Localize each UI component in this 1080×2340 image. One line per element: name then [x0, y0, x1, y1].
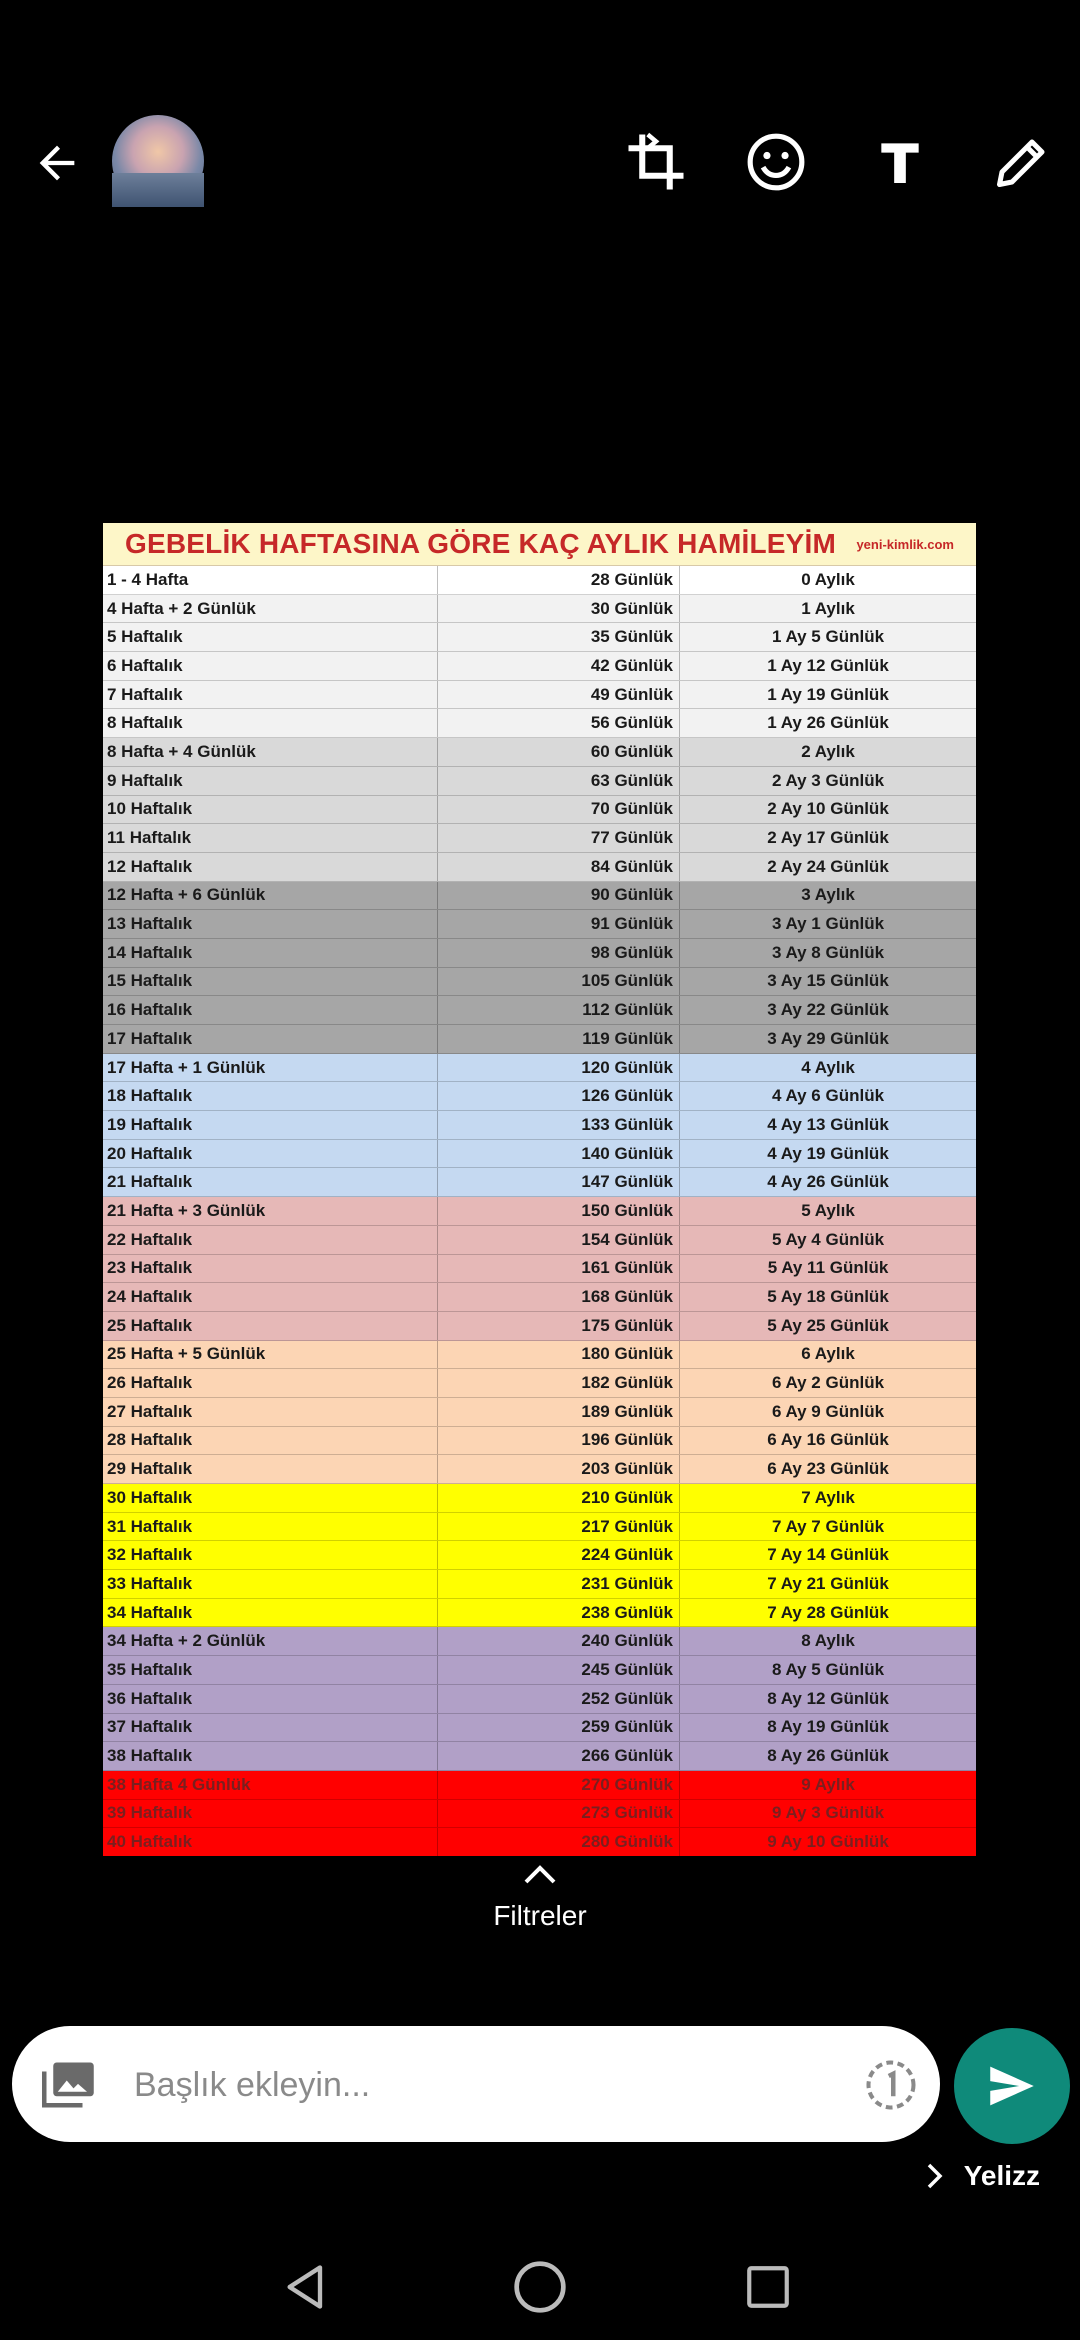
months-cell: 9 Ay 3 Günlük — [771, 1803, 885, 1823]
table-row — [103, 1197, 976, 1226]
days-cell: 168 Günlük — [438, 1283, 680, 1311]
table-row — [103, 824, 976, 853]
days-cell: 210 Günlük — [438, 1484, 680, 1512]
week-cell: 32 Haftalık — [103, 1541, 438, 1569]
week-cell: 8 Haftalık — [103, 709, 438, 737]
days-cell: 224 Günlük — [438, 1541, 680, 1569]
pen-icon[interactable] — [986, 126, 1058, 198]
back-arrow-icon[interactable] — [22, 128, 92, 198]
months-cell: 7 Ay 7 Günlük — [771, 1516, 885, 1536]
table-row — [103, 853, 976, 882]
days-cell: 77 Günlük — [438, 824, 680, 852]
week-cell: 17 Haftalık — [103, 1025, 438, 1053]
table-row — [103, 1685, 976, 1714]
week-cell: 36 Haftalık — [103, 1685, 438, 1713]
table-title-bar — [103, 523, 976, 566]
table-source: yeni-kimlik.com — [856, 537, 954, 552]
week-cell: 16 Haftalık — [103, 996, 438, 1024]
table-row — [103, 1627, 976, 1656]
months-cell: 4 Ay 26 Günlük — [767, 1172, 889, 1192]
week-cell: 14 Haftalık — [103, 939, 438, 967]
table-row — [103, 738, 976, 767]
table-row — [103, 910, 976, 939]
days-cell: 240 Günlük — [438, 1627, 680, 1655]
months-cell: 1 Ay 26 Günlük — [767, 713, 889, 733]
table-row — [103, 1226, 976, 1255]
week-cell: 1 - 4 Hafta — [103, 566, 438, 594]
days-cell: 189 Günlük — [438, 1398, 680, 1426]
table-title: GEBELİK HAFTASINA GÖRE KAÇ AYLIK HAMİLEYİM — [125, 528, 837, 559]
months-cell: 5 Ay 11 Günlük — [767, 1258, 889, 1278]
table-row — [103, 1168, 976, 1197]
days-cell: 270 Günlük — [438, 1771, 680, 1799]
days-cell: 259 Günlük — [438, 1714, 680, 1742]
editor-toolbar — [0, 0, 1080, 330]
months-cell: 6 Aylık — [801, 1344, 855, 1364]
week-cell: 40 Haftalık — [103, 1828, 438, 1856]
home-circle-icon[interactable] — [505, 2252, 575, 2322]
months-cell: 4 Aylık — [801, 1057, 855, 1077]
months-cell: 9 Aylık — [801, 1774, 855, 1794]
week-cell: 29 Haftalık — [103, 1455, 438, 1483]
table-row — [103, 1082, 976, 1111]
months-cell: 4 Ay 19 Günlük — [767, 1143, 889, 1163]
table-row — [103, 1111, 976, 1140]
week-cell: 39 Haftalık — [103, 1800, 438, 1828]
table-row — [103, 1570, 976, 1599]
week-cell: 27 Haftalık — [103, 1398, 438, 1426]
months-cell: 1 Ay 5 Günlük — [771, 627, 885, 647]
week-cell: 20 Haftalık — [103, 1140, 438, 1168]
months-cell: 6 Ay 2 Günlük — [771, 1373, 885, 1393]
days-cell: 161 Günlük — [438, 1255, 680, 1283]
week-cell: 28 Haftalık — [103, 1427, 438, 1455]
days-cell: 35 Günlük — [438, 623, 680, 651]
months-cell: 5 Ay 18 Günlük — [767, 1287, 889, 1307]
months-cell: 6 Ay 16 Günlük — [767, 1430, 889, 1450]
table-row — [103, 1369, 976, 1398]
week-cell: 9 Haftalık — [103, 767, 438, 795]
week-cell: 31 Haftalık — [103, 1513, 438, 1541]
week-cell: 24 Haftalık — [103, 1283, 438, 1311]
send-icon — [983, 2057, 1041, 2115]
months-cell: 3 Ay 15 Günlük — [767, 971, 889, 991]
week-cell: 10 Haftalık — [103, 796, 438, 824]
months-cell: 3 Aylık — [801, 885, 855, 905]
table-row — [103, 1800, 976, 1829]
table-row — [103, 1541, 976, 1570]
months-cell: 1 Ay 19 Günlük — [767, 684, 889, 704]
months-cell: 2 Ay 10 Günlük — [767, 799, 889, 819]
week-cell: 5 Haftalık — [103, 623, 438, 651]
days-cell: 28 Günlük — [438, 566, 680, 594]
week-cell: 4 Hafta + 2 Günlük — [103, 595, 438, 623]
system-navbar — [0, 2236, 1080, 2340]
table-rows — [103, 566, 976, 1856]
days-cell: 126 Günlük — [438, 1082, 680, 1110]
months-cell: 1 Ay 12 Günlük — [767, 655, 889, 675]
week-cell: 38 Hafta 4 Günlük — [103, 1771, 438, 1799]
days-cell: 70 Günlük — [438, 796, 680, 824]
months-cell: 2 Ay 24 Günlük — [767, 856, 889, 876]
months-cell: 5 Ay 4 Günlük — [771, 1229, 885, 1249]
table-row — [103, 681, 976, 710]
months-cell: 7 Ay 28 Günlük — [767, 1602, 889, 1622]
caption-input[interactable] — [132, 2054, 836, 2116]
table-row — [103, 1427, 976, 1456]
week-cell: 7 Haftalık — [103, 681, 438, 709]
week-cell: 26 Haftalık — [103, 1369, 438, 1397]
days-cell: 120 Günlük — [438, 1054, 680, 1082]
table-row — [103, 1140, 976, 1169]
days-cell: 175 Günlük — [438, 1312, 680, 1340]
table-row — [103, 939, 976, 968]
week-cell: 37 Haftalık — [103, 1714, 438, 1742]
chevron-up-icon — [520, 1860, 560, 1888]
week-cell: 38 Haftalık — [103, 1742, 438, 1770]
months-cell: 1 Aylık — [801, 598, 855, 618]
days-cell: 273 Günlük — [438, 1800, 680, 1828]
week-cell: 13 Haftalık — [103, 910, 438, 938]
table-row — [103, 652, 976, 681]
table-row — [103, 968, 976, 997]
week-cell: 19 Haftalık — [103, 1111, 438, 1139]
months-cell: 0 Aylık — [801, 569, 855, 589]
days-cell: 280 Günlük — [438, 1828, 680, 1856]
send-button[interactable] — [954, 2028, 1070, 2144]
months-cell: 8 Ay 5 Günlük — [771, 1659, 885, 1679]
table-row — [103, 1341, 976, 1370]
table-row — [103, 996, 976, 1025]
week-cell: 33 Haftalık — [103, 1570, 438, 1598]
table-row — [103, 1398, 976, 1427]
week-cell: 35 Haftalık — [103, 1656, 438, 1684]
days-cell: 63 Günlük — [438, 767, 680, 795]
days-cell: 90 Günlük — [438, 882, 680, 910]
week-cell: 12 Hafta + 6 Günlük — [103, 882, 438, 910]
emoji-icon[interactable] — [740, 126, 812, 198]
months-cell: 3 Ay 8 Günlük — [771, 942, 885, 962]
table-row — [103, 595, 976, 624]
days-cell: 56 Günlük — [438, 709, 680, 737]
table-row — [103, 1455, 976, 1484]
days-cell: 105 Günlük — [438, 968, 680, 996]
week-cell: 17 Hafta + 1 Günlük — [103, 1054, 438, 1082]
week-cell: 30 Haftalık — [103, 1484, 438, 1512]
gallery-icon[interactable] — [42, 2060, 96, 2110]
table-row — [103, 1312, 976, 1341]
days-cell: 30 Günlük — [438, 595, 680, 623]
days-cell: 154 Günlük — [438, 1226, 680, 1254]
view-once-icon[interactable] — [864, 2058, 918, 2112]
table-row — [103, 1771, 976, 1800]
week-cell: 15 Haftalık — [103, 968, 438, 996]
week-cell: 11 Haftalık — [103, 824, 438, 852]
caption-bar — [12, 2026, 940, 2142]
months-cell: 8 Ay 26 Günlük — [767, 1746, 889, 1766]
recents-square-icon[interactable] — [733, 2252, 803, 2322]
table-row — [103, 1599, 976, 1628]
table-row — [103, 1255, 976, 1284]
days-cell: 196 Günlük — [438, 1427, 680, 1455]
months-cell: 9 Ay 10 Günlük — [767, 1832, 889, 1852]
months-cell: 7 Ay 14 Günlük — [767, 1545, 889, 1565]
days-cell: 203 Günlük — [438, 1455, 680, 1483]
table-row — [103, 1025, 976, 1054]
week-cell: 21 Hafta + 3 Günlük — [103, 1197, 438, 1225]
filters-label: Filtreler — [493, 1900, 587, 1931]
months-cell: 3 Ay 1 Günlük — [771, 914, 885, 934]
days-cell: 217 Günlük — [438, 1513, 680, 1541]
week-cell: 8 Hafta + 4 Günlük — [103, 738, 438, 766]
days-cell: 252 Günlük — [438, 1685, 680, 1713]
table-row — [103, 1283, 976, 1312]
week-cell: 22 Haftalık — [103, 1226, 438, 1254]
months-cell: 5 Ay 25 Günlük — [767, 1315, 889, 1335]
filters-toggle[interactable] — [0, 1860, 1080, 1932]
table-row — [103, 1714, 976, 1743]
days-cell: 147 Günlük — [438, 1168, 680, 1196]
days-cell: 245 Günlük — [438, 1656, 680, 1684]
week-cell: 25 Haftalık — [103, 1312, 438, 1340]
days-cell: 231 Günlük — [438, 1570, 680, 1598]
table-row — [103, 623, 976, 652]
months-cell: 4 Ay 13 Günlük — [767, 1114, 889, 1134]
crop-rotate-icon[interactable] — [620, 126, 692, 198]
days-cell: 238 Günlük — [438, 1599, 680, 1627]
week-cell: 12 Haftalık — [103, 853, 438, 881]
week-cell: 21 Haftalık — [103, 1168, 438, 1196]
week-cell: 6 Haftalık — [103, 652, 438, 680]
months-cell: 7 Ay 21 Günlük — [767, 1573, 889, 1593]
table-row — [103, 566, 976, 595]
chevron-right-icon — [924, 2162, 946, 2190]
days-cell: 180 Günlük — [438, 1341, 680, 1369]
recipient-name: Yelizz — [963, 2160, 1040, 2191]
days-cell: 140 Günlük — [438, 1140, 680, 1168]
week-cell: 25 Hafta + 5 Günlük — [103, 1341, 438, 1369]
table-row — [103, 1054, 976, 1083]
table-row — [103, 767, 976, 796]
week-cell: 23 Haftalık — [103, 1255, 438, 1283]
pregnancy-week-table-image — [103, 523, 976, 1852]
months-cell: 3 Ay 29 Günlük — [767, 1028, 889, 1048]
days-cell: 112 Günlük — [438, 996, 680, 1024]
months-cell: 6 Ay 9 Günlük — [771, 1401, 885, 1421]
week-cell: 34 Hafta + 2 Günlük — [103, 1627, 438, 1655]
months-cell: 2 Ay 3 Günlük — [771, 770, 885, 790]
months-cell: 8 Ay 12 Günlük — [767, 1688, 889, 1708]
contact-avatar[interactable] — [112, 115, 204, 207]
table-row — [103, 882, 976, 911]
back-triangle-icon[interactable] — [272, 2252, 342, 2322]
days-cell: 84 Günlük — [438, 853, 680, 881]
months-cell: 6 Ay 23 Günlük — [767, 1459, 889, 1479]
days-cell: 119 Günlük — [438, 1025, 680, 1053]
days-cell: 98 Günlük — [438, 939, 680, 967]
table-row — [103, 796, 976, 825]
table-row — [103, 1484, 976, 1513]
months-cell: 2 Ay 17 Günlük — [767, 828, 889, 848]
text-icon[interactable] — [864, 126, 936, 198]
days-cell: 49 Günlük — [438, 681, 680, 709]
table-row — [103, 1513, 976, 1542]
table-row — [103, 1742, 976, 1771]
months-cell: 8 Ay 19 Günlük — [767, 1717, 889, 1737]
days-cell: 42 Günlük — [438, 652, 680, 680]
months-cell: 8 Aylık — [801, 1631, 855, 1651]
days-cell: 150 Günlük — [438, 1197, 680, 1225]
days-cell: 91 Günlük — [438, 910, 680, 938]
months-cell: 4 Ay 6 Günlük — [771, 1086, 885, 1106]
months-cell: 2 Aylık — [801, 741, 855, 761]
table-row — [103, 1656, 976, 1685]
months-cell: 7 Aylık — [801, 1487, 855, 1507]
months-cell: 3 Ay 22 Günlük — [767, 1000, 889, 1020]
days-cell: 60 Günlük — [438, 738, 680, 766]
months-cell: 5 Aylık — [801, 1200, 855, 1220]
days-cell: 266 Günlük — [438, 1742, 680, 1770]
table-row — [103, 709, 976, 738]
week-cell: 18 Haftalık — [103, 1082, 438, 1110]
days-cell: 182 Günlük — [438, 1369, 680, 1397]
week-cell: 34 Haftalık — [103, 1599, 438, 1627]
days-cell: 133 Günlük — [438, 1111, 680, 1139]
table-row — [103, 1828, 976, 1856]
recipient-chip[interactable] — [924, 2160, 1040, 2192]
